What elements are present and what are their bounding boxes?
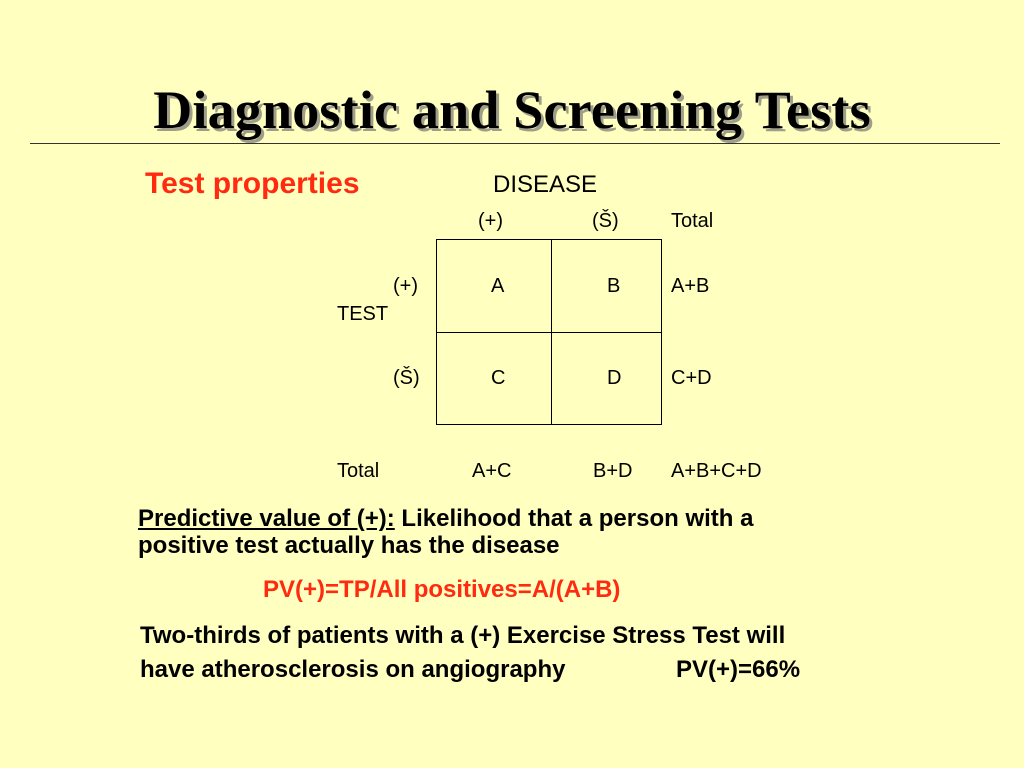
ppv-definition-text: Likelihood that a person with a: [401, 505, 754, 532]
grand-total: A+B+C+D: [671, 460, 762, 482]
col-header-total: Total: [671, 210, 714, 232]
row-positive-total: A+B: [671, 275, 710, 297]
section-label: Test properties: [145, 167, 360, 200]
ppv-term: Predictive value of (+):: [138, 505, 395, 532]
cell-d: D: [607, 367, 622, 389]
cell-b: B: [607, 275, 621, 297]
row-header-negative: (Š): [393, 367, 420, 389]
title-divider: [30, 143, 1000, 144]
row-header-positive: (+): [393, 275, 418, 297]
example-line2: have atherosclerosis on angiography: [140, 656, 566, 683]
disease-header: DISEASE: [493, 171, 598, 198]
example-line1: Two-thirds of patients with a (+) Exercise Stress Test will: [140, 622, 786, 649]
col-negative-total: B+D: [593, 460, 633, 482]
cell-c: C: [491, 367, 506, 389]
test-label: TEST: [337, 303, 389, 325]
grid-horizontal-divider: [437, 332, 661, 333]
ppv-definition-line2: positive test actually has the disease: [138, 532, 560, 559]
row-negative-total: C+D: [671, 367, 712, 389]
col-positive-total: A+C: [472, 460, 512, 482]
slide-title: Diagnostic and Screening Tests: [153, 80, 871, 140]
col-header-positive: (+): [478, 210, 503, 232]
contingency-table-grid: [436, 239, 662, 425]
row-header-total: Total: [337, 460, 380, 482]
cell-a: A: [491, 275, 505, 297]
example-value: PV(+)=66%: [676, 656, 801, 683]
ppv-formula: PV(+)=TP/All positives=A/(A+B): [263, 576, 621, 603]
col-header-negative: (Š): [592, 210, 619, 232]
ppv-definition-line1: [138, 505, 753, 533]
